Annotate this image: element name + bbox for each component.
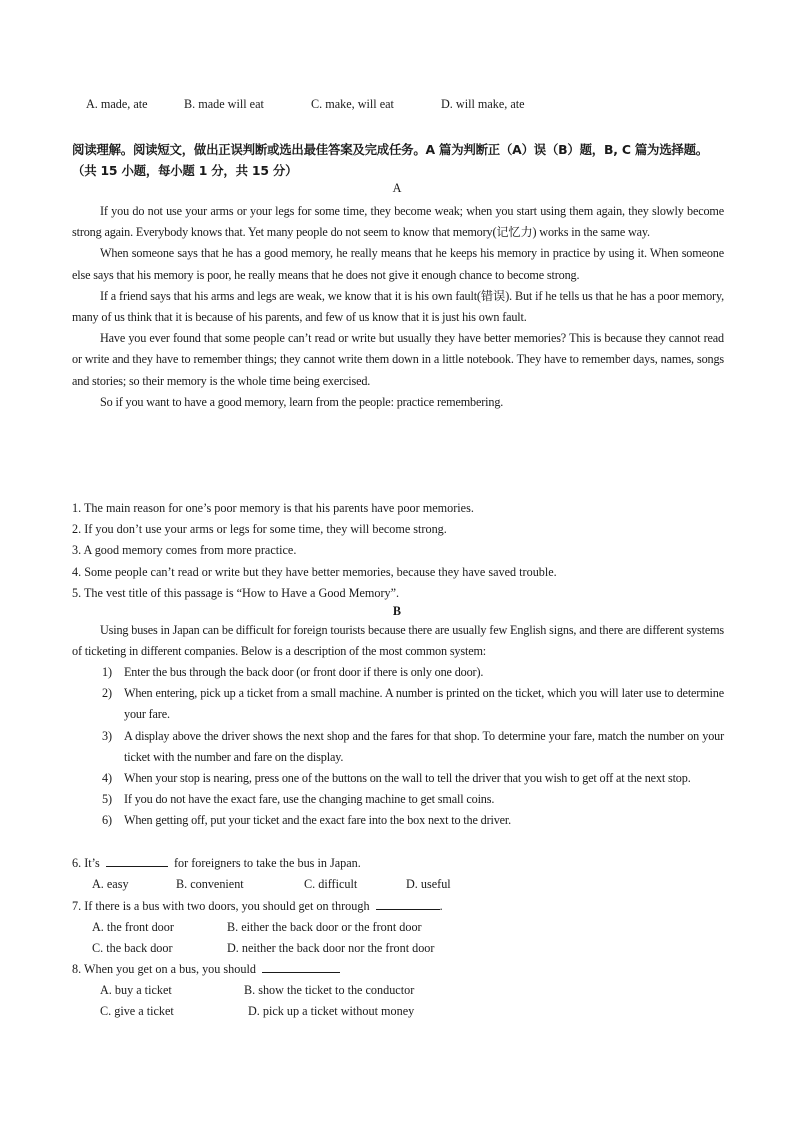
passage-a-paragraph: If a friend says that his arms and legs are weak, we know that it is his own fault(错误). But if he tells us that he has a poor memory, many of us think that it is because of his parents, and few of us know that it is just his own fault. [72, 288, 724, 325]
question-7: 7. If there is a bus with two doors, you should get on through . A. the front door B. either the back door or the front door C. the back door D. neither the back door nor the front door [72, 896, 724, 960]
option-d[interactable]: D. neither the back door nor the front door [227, 941, 435, 956]
step-6: 6) When getting off, put your ticket and the exact fare into the box next to the driver. [102, 813, 512, 828]
passage-a-paragraph: So if you want to have a good memory, learn from the people: practice remembering. [100, 394, 504, 409]
option-a[interactable]: A. easy [92, 877, 129, 892]
option-b[interactable]: B. either the back door or the front door [227, 920, 422, 935]
passage-a-paragraph: Have you ever found that some people can’t read or write but usually they have better memories? This is because they cannot read or write and they have to remember things; they cannot write them down in a little notebook. They have to remember days, names, songs and stories; so their memory is the whole time being exercised. [72, 331, 724, 388]
option-b: B. made will eat [184, 97, 264, 111]
option-a[interactable]: A. the front door [92, 920, 174, 935]
ticketing-steps [72, 662, 724, 832]
answer-blank[interactable] [106, 854, 168, 867]
passage-a-body [72, 201, 724, 413]
option-c: C. make, will eat [311, 97, 394, 111]
previous-question-options [86, 97, 525, 112]
option-a[interactable]: A. buy a ticket [100, 983, 172, 998]
passage-b-intro [72, 620, 724, 662]
answer-blank[interactable] [262, 960, 340, 973]
section-instruction: 阅读理解。阅读短文，做出正误判断或选出最佳答案及完成任务。A 篇为判断正（A）误（B）题，B, C 篇为选择题。（共 15 小题，每小题 1 分，共 15 分） [72, 142, 708, 178]
passage-b-title: B [392, 604, 402, 618]
statement-3: 3. A good memory comes from more practice. [72, 543, 297, 558]
statement-1: 1. The main reason for one’s poor memory is that his parents have poor memories. [72, 501, 474, 515]
passage-a-title: A [392, 181, 402, 195]
passage-a-paragraph: When someone says that he has a good memory, he really means that he keeps his memory in practice by using it. When someone else says that his memory is poor, he really means that he does not give it enough chance to become strong. [72, 246, 724, 282]
passage-a-statements [72, 498, 724, 604]
answer-blank[interactable] [376, 897, 440, 910]
option-d: D. will make, ate [441, 97, 525, 111]
question-6: 6. It’s for foreigners to take the bus in Japan. A. easy B. convenient C. difficult D. useful [72, 853, 724, 895]
option-d[interactable]: D. useful [406, 877, 451, 892]
step-2: 2) When entering, pick up a ticket from a small machine. A number is printed on the ticket, which you will later use to determine your fare. [102, 686, 724, 722]
question-8: 8. When you get on a bus, you should A. buy a ticket B. show the ticket to the conductor C. give a ticket D. pick up a ticket without money [72, 959, 724, 1023]
option-c[interactable]: C. difficult [304, 877, 358, 892]
option-b[interactable]: B. convenient [176, 877, 244, 892]
passage-a-paragraph: If you do not use your arms or your legs for some time, they become weak; when you start using them again, they slowly become strong again. Everybody knows that. Yet many people do not seem to know that memory(记忆力) works in the same way. [72, 204, 724, 240]
option-c[interactable]: C. the back door [92, 941, 173, 956]
step-4: 4) When your stop is nearing, press one of the buttons on the wall to tell the driver that you wish to get off at the next stop. [102, 771, 691, 786]
option-a: A. made, ate [86, 97, 148, 111]
step-3: 3) A display above the driver shows the next shop and the fares for that shop. To determine your fare, match the number on your ticket with the number and fare on the display. [102, 728, 724, 764]
statement-5: 5. The vest title of this passage is “How to Have a Good Memory”. [72, 585, 400, 600]
statement-4: 4. Some people can’t read or write but they have better memories, because they have saved trouble. [72, 564, 557, 579]
option-b[interactable]: B. show the ticket to the conductor [244, 983, 415, 998]
passage-b-paragraph: Using buses in Japan can be difficult for foreign tourists because there are usually few English signs, and there are different systems of ticketing in different companies. Below is a description of the most common system: [72, 623, 724, 659]
statement-2: 2. If you don’t use your arms or legs for some time, they will become strong. [72, 522, 447, 537]
option-d[interactable]: D. pick up a ticket without money [248, 1004, 415, 1019]
step-5: 5) If you do not have the exact fare, use the changing machine to get small coins. [102, 792, 495, 807]
step-1: 1) Enter the bus through the back door (or front door if there is only one door). [102, 665, 484, 679]
option-c[interactable]: C. give a ticket [100, 1004, 174, 1019]
